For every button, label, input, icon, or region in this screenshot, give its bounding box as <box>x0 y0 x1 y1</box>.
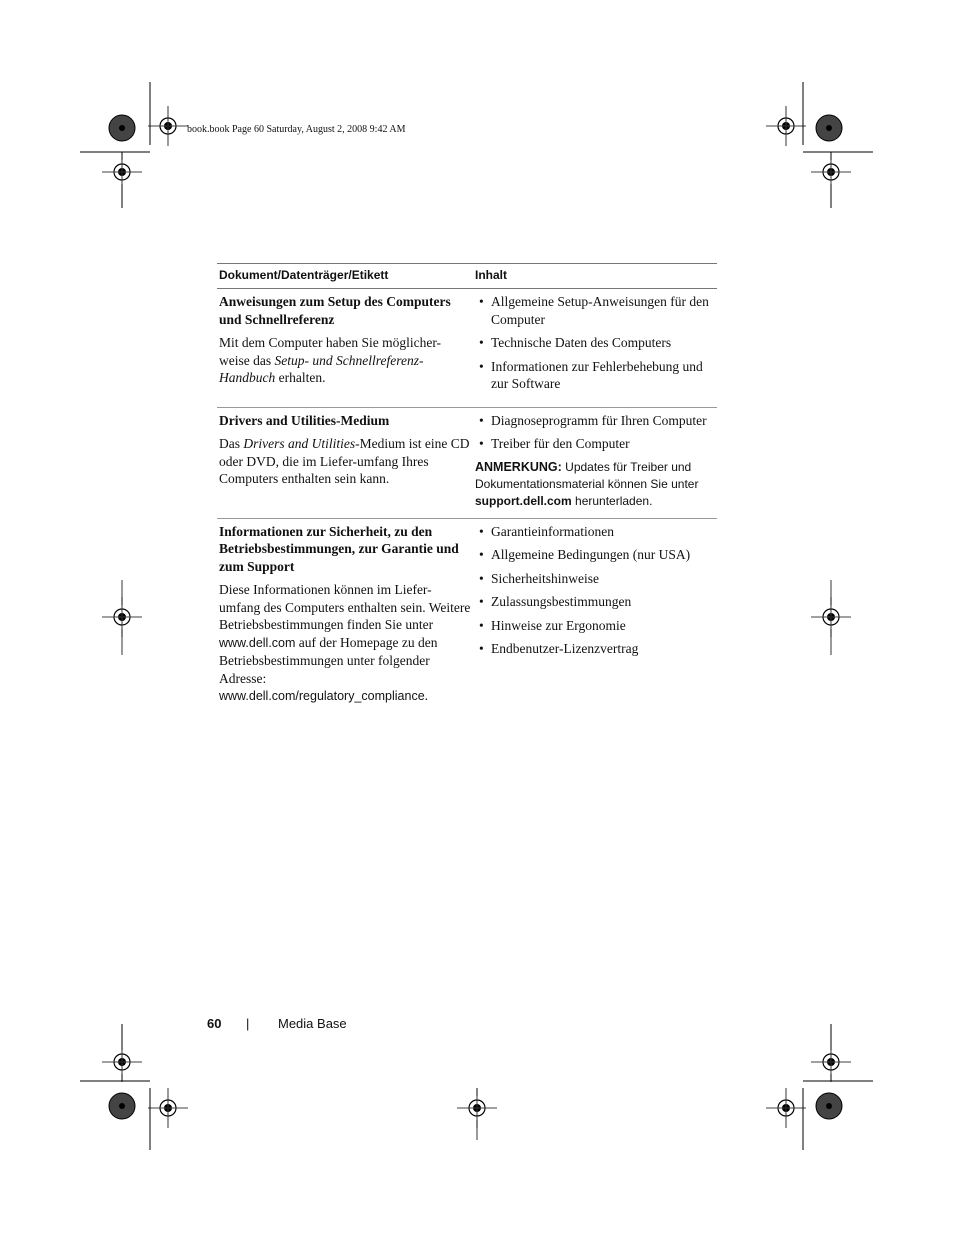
page-slug: book.book Page 60 Saturday, August 2, 2008 9:42 AM <box>187 124 406 135</box>
content-cell <box>473 289 717 408</box>
table-row <box>217 289 717 408</box>
registration-crosshair-icon <box>766 106 806 146</box>
list-item: • Garantieinformationen <box>475 523 715 541</box>
column-header-document: Dokument/Datenträger/Etikett <box>217 264 473 289</box>
document-table <box>217 263 717 714</box>
document-description: Diese Informationen können im Liefer-umfang des Computers enthalten sein. Weitere Betriebsbestimmungen finden Sie unter www.dell.com auf der Homepage zu den Betriebsbestimmungen unter folgender Adresse: www.dell.com/regulatory_compliance. <box>219 582 471 703</box>
registration-crosshair-icon <box>457 1088 497 1128</box>
registration-crosshair-icon <box>148 106 188 146</box>
table-row <box>217 407 717 518</box>
radial-target-icon <box>109 1093 135 1119</box>
list-item: • Informationen zur Fehlerbehebung und zur Software <box>475 358 715 393</box>
registration-crosshair-icon <box>102 1042 142 1082</box>
content-list <box>475 293 715 393</box>
radial-target-icon <box>816 115 842 141</box>
registration-crosshair-icon <box>811 1042 851 1082</box>
regulatory-link[interactable]: www.dell.com/regulatory_compliance <box>219 689 425 703</box>
document-title: Anweisungen zum Setup des Computers und Schnellreferenz <box>219 294 451 327</box>
registration-crosshair-icon <box>102 152 142 192</box>
table-row <box>217 518 717 714</box>
document-cell <box>217 518 473 714</box>
document-description: Das Drivers and Utilities-Medium ist eine CD oder DVD, die im Liefer-umfang Ihres Computers enthalten sein kann. <box>219 436 470 486</box>
registration-crosshair-icon <box>811 597 851 637</box>
content-cell <box>473 518 717 714</box>
list-item: • Sicherheitshinweise <box>475 570 715 588</box>
radial-target-icon <box>109 115 135 141</box>
dell-link[interactable]: www.dell.com <box>219 635 296 650</box>
document-title: Informationen zur Sicherheit, zu den Betriebsbestimmungen, zur Garantie und zum Support <box>219 523 459 574</box>
list-item: • Technische Daten des Computers <box>475 334 715 352</box>
table-header-row <box>217 264 717 289</box>
document-title: Drivers and Utilities-Medium <box>219 412 390 428</box>
note-box: ANMERKUNG: Updates für Treiber und Dokumentationsmaterial können Sie unter support.dell.com herunterladen. <box>475 459 699 508</box>
list-item: • Treiber für den Computer <box>475 435 715 453</box>
registration-crosshair-icon <box>811 152 851 192</box>
document-cell <box>217 407 473 518</box>
list-item: • Hinweise zur Ergonomie <box>475 617 715 635</box>
content-list <box>475 523 715 658</box>
list-item: • Endbenutzer-Lizenzvertrag <box>475 640 715 658</box>
list-item: • Diagnoseprogramm für Ihren Computer <box>475 412 715 430</box>
list-item: • Zulassungsbestimmungen <box>475 593 715 611</box>
list-item: • Allgemeine Bedingungen (nur USA) <box>475 546 715 564</box>
list-item: • Allgemeine Setup-Anweisungen für den Computer <box>475 293 715 328</box>
registration-crosshair-icon <box>102 597 142 637</box>
document-description: Mit dem Computer haben Sie möglicher-weise das Setup- und Schnellreferenz-Handbuch erhalten. <box>219 335 442 385</box>
registration-crosshair-icon <box>148 1088 188 1128</box>
support-link[interactable]: support.dell.com <box>475 493 572 508</box>
page-number: 60 <box>207 1016 222 1031</box>
content-cell <box>473 407 717 518</box>
content-list <box>475 412 715 453</box>
note-label: ANMERKUNG: <box>475 459 562 474</box>
column-header-content: Inhalt <box>473 264 717 289</box>
footer-separator: | <box>246 1016 250 1031</box>
radial-target-icon <box>816 1093 842 1119</box>
document-cell <box>217 289 473 408</box>
footer-section: Media Base <box>278 1016 347 1031</box>
registration-crosshair-icon <box>766 1088 806 1128</box>
